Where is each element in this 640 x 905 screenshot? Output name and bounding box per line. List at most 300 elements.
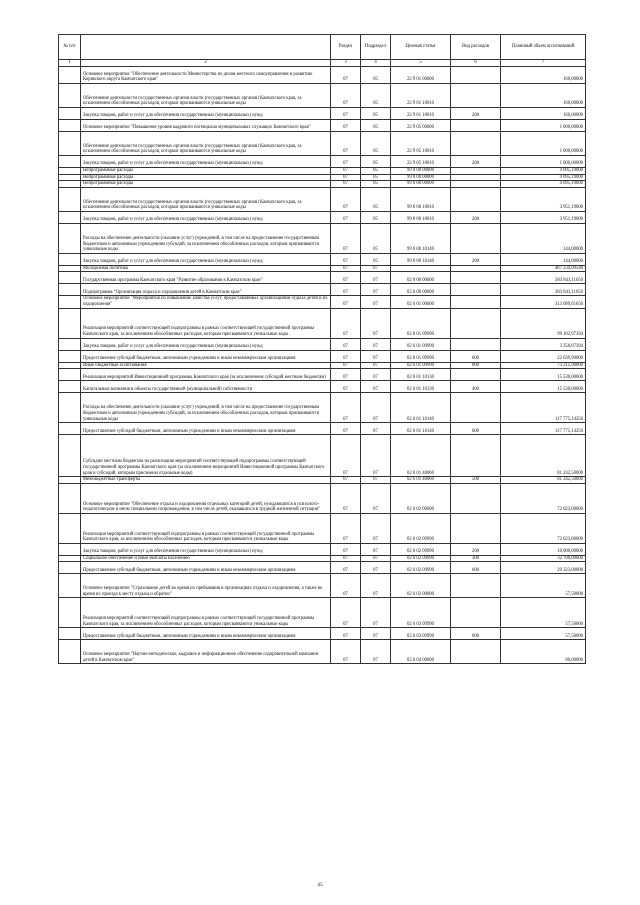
table-row: [59, 543, 586, 555]
expense-type-cell: [451, 181, 501, 188]
col-number: 4: [361, 60, 391, 67]
num-cell: [59, 598, 81, 628]
razdel-cell: 07: [331, 350, 361, 362]
table-row: [59, 350, 586, 362]
podrazdel-cell: 07: [361, 296, 391, 308]
target-cell: 02 6 01 09990: [391, 338, 451, 350]
header-target: Целевая статья: [391, 35, 451, 60]
name-cell: Иные бюджетные ассигнования: [81, 362, 331, 369]
table-row: [59, 362, 586, 369]
podrazdel-cell: 07: [361, 284, 391, 296]
razdel-cell: 07: [331, 598, 361, 628]
expense-type-cell: [451, 369, 501, 381]
table-row: [59, 477, 586, 484]
name-cell: Закупка товаров, работ и услуг для обеспечения государственных (муниципальных) нужд: [81, 338, 331, 350]
num-cell: [59, 574, 81, 598]
name-cell: Основное мероприятие "Обеспечение отдыха и оздоровления отдельных категорий детей, нуждающихся в психолого-педагогическом и ином специальном сопровождении, в том числе детей, оказавшихся в трудной жизненной ситуации": [81, 483, 331, 513]
expense-type-cell: [451, 338, 501, 350]
amount-cell: 57,50000: [501, 574, 586, 598]
amount-cell: 160,00000: [501, 84, 586, 108]
expense-type-cell: [451, 84, 501, 108]
expense-type-cell: [451, 272, 501, 284]
name-cell: Социальное обеспечение и иные выплаты населению: [81, 555, 331, 562]
podrazdel-cell: 05: [361, 223, 391, 253]
razdel-cell: 07: [331, 513, 361, 543]
table-row: [59, 284, 586, 296]
name-cell: Капитальные вложения в объекты государственной (муниципальной) собственности: [81, 381, 331, 393]
budget-table: [58, 34, 586, 664]
podrazdel-cell: 07: [361, 435, 391, 477]
amount-cell: 57,50000: [501, 628, 586, 640]
razdel-cell: 07: [331, 67, 361, 84]
num-cell: [59, 562, 81, 574]
name-cell: Основное мероприятие "Страхование детей во время их пребывания в организациях отдыха и оздоровления, а также во время их проезда к месту отдыха и обратно": [81, 574, 331, 598]
table-row: [59, 181, 586, 188]
table-row: [59, 562, 586, 574]
target-cell: 02 6 01 40060: [391, 477, 451, 484]
col-number: 1: [59, 60, 81, 67]
amount-cell: 57,50000: [501, 598, 586, 628]
name-cell: Предоставление субсидий бюджетным, автономным учреждениям и иным некоммерческим организациям: [81, 423, 331, 435]
podrazdel-cell: 05: [361, 174, 391, 181]
razdel-cell: 07: [331, 296, 361, 308]
name-cell: Непрограммные расходы: [81, 181, 331, 188]
amount-cell: 144,00000: [501, 253, 586, 265]
target-cell: 02 0 00 00000: [391, 272, 451, 284]
num-cell: [59, 381, 81, 393]
num-cell: [59, 284, 81, 296]
target-cell: 22 9 01 10010: [391, 108, 451, 120]
expense-type-cell: 600: [451, 350, 501, 362]
num-cell: [59, 628, 81, 640]
expense-type-cell: [451, 483, 501, 513]
razdel-cell: 07: [331, 381, 361, 393]
target-cell: 02 6 01 10140: [391, 393, 451, 423]
target-cell: 02 6 01 40060: [391, 435, 451, 477]
target-cell: 02 6 03 09990: [391, 598, 451, 628]
razdel-cell: 07: [331, 628, 361, 640]
name-cell: Обеспечение деятельности государственных органов власти (государственных органов) Камчатского края, за исключением обособленных расходов, которым присваиваются уникальные коды: [81, 132, 331, 156]
name-cell: Обеспечение деятельности государственных органов власти (государственных органов) Камчатского края, за исключением обособленных расходов, которым присваиваются уникальные коды: [81, 84, 331, 108]
expense-type-cell: 200: [451, 543, 501, 555]
col-number: 3: [331, 60, 361, 67]
podrazdel-cell: 07: [361, 640, 391, 664]
table-row: [59, 108, 586, 120]
num-cell: [59, 168, 81, 175]
razdel-cell: 07: [331, 265, 361, 272]
razdel-cell: 07: [331, 181, 361, 188]
name-cell: Основное мероприятие "Научно-методическое, кадровое и информационное обеспечение оздоровительной кампании детей в Камчатском крае": [81, 640, 331, 664]
num-cell: [59, 477, 81, 484]
amount-cell: 144,00000: [501, 223, 586, 253]
table-row: [59, 156, 586, 168]
expense-type-cell: 800: [451, 362, 501, 369]
num-cell: [59, 640, 81, 664]
amount-cell: 3 951,19000: [501, 211, 586, 223]
num-cell: [59, 84, 81, 108]
table-row: [59, 393, 586, 423]
num-cell: [59, 108, 81, 120]
expense-type-cell: [451, 187, 501, 211]
expense-type-cell: 600: [451, 628, 501, 640]
razdel-cell: 07: [331, 369, 361, 381]
expense-type-cell: [451, 132, 501, 156]
amount-cell: 4 095,19000: [501, 168, 586, 175]
name-cell: Основное мероприятие "Мероприятия по повышению качества услуг, предоставляемых организациями отдыха детей и их оздоровления": [81, 296, 331, 308]
expense-type-cell: 600: [451, 423, 501, 435]
expense-type-cell: [451, 598, 501, 628]
table-row: [59, 84, 586, 108]
razdel-cell: 07: [331, 253, 361, 265]
header-podrazdel: Подраздел: [361, 35, 391, 60]
razdel-cell: 07: [331, 423, 361, 435]
target-cell: 99 0 00 10010: [391, 187, 451, 211]
num-cell: [59, 132, 81, 156]
target-cell: 22 9 05 00000: [391, 120, 451, 132]
expense-type-cell: 500: [451, 477, 501, 484]
num-cell: [59, 555, 81, 562]
podrazdel-cell: 05: [361, 108, 391, 120]
table-row: [59, 574, 586, 598]
podrazdel-cell: 07: [361, 393, 391, 423]
target-cell: 22 9 05 10010: [391, 156, 451, 168]
amount-cell: 22 639,90000: [501, 350, 586, 362]
name-cell: Обеспечение деятельности государственных органов власти (государственных органов) Камчатского края, за исключением обособленных расходов, которым присваиваются уникальные коды: [81, 187, 331, 211]
table-row: [59, 120, 586, 132]
num-cell: [59, 362, 81, 369]
amount-cell: 4 095,19000: [501, 181, 586, 188]
amount-cell: 160,00000: [501, 108, 586, 120]
target-cell: [391, 265, 451, 272]
expense-type-cell: [451, 265, 501, 272]
num-cell: [59, 296, 81, 308]
razdel-cell: 07: [331, 156, 361, 168]
column-number-row: [59, 60, 586, 67]
name-cell: Закупка товаров, работ и услуг для обеспечения государственных (муниципальных) нужд: [81, 211, 331, 223]
amount-cell: 29 323,00000: [501, 562, 586, 574]
col-number: 7: [501, 60, 586, 67]
num-cell: [59, 369, 81, 381]
name-cell: Субсидии местным бюджетам на реализацию мероприятий соответствующей подпрограммы соответствующей государственной программы Камчатского края (за исключением мероприятий Инвестиционной программы Камчатского края и субсидий, которым присвоены отдельные коды): [81, 435, 331, 477]
expense-type-cell: [451, 513, 501, 543]
amount-cell: 99 102,97394: [501, 308, 586, 338]
podrazdel-cell: 07: [361, 555, 391, 562]
razdel-cell: 07: [331, 555, 361, 562]
razdel-cell: 07: [331, 187, 361, 211]
name-cell: Основное мероприятие "Повышение уровня кадрового потенциала муниципальных служащих Камчатского края": [81, 120, 331, 132]
expense-type-cell: [451, 120, 501, 132]
name-cell: Закупка товаров, работ и услуг для обеспечения государственных (муниципальных) нужд: [81, 108, 331, 120]
target-cell: 02 6 01 10130: [391, 381, 451, 393]
podrazdel-cell: 05: [361, 253, 391, 265]
amount-cell: 1 000,00000: [501, 120, 586, 132]
name-cell: Реализация мероприятий соответствующей подпрограммы в рамках соответствующей государственной программы Камчатского края, за исключением обособленных расходов, которым присваиваются уникальные коды: [81, 513, 331, 543]
podrazdel-cell: 07: [361, 338, 391, 350]
target-cell: 02 6 00 00000: [391, 284, 451, 296]
num-cell: [59, 513, 81, 543]
expense-type-cell: [451, 168, 501, 175]
num-cell: [59, 174, 81, 181]
table-body: [59, 67, 586, 664]
target-cell: 02 6 01 00000: [391, 296, 451, 308]
table-row: [59, 223, 586, 253]
table-row: [59, 381, 586, 393]
target-cell: 02 6 02 00000: [391, 483, 451, 513]
budget-table-sheet: [58, 34, 585, 664]
target-cell: 02 6 01 09990: [391, 362, 451, 369]
expense-type-cell: [451, 435, 501, 477]
amount-cell: 313 689,61650: [501, 296, 586, 308]
amount-cell: 81 242,50000: [501, 477, 586, 484]
num-cell: [59, 308, 81, 338]
amount-cell: 15 530,00000: [501, 369, 586, 381]
table-row: [59, 67, 586, 84]
num-cell: [59, 338, 81, 350]
podrazdel-cell: 07: [361, 369, 391, 381]
podrazdel-cell: 05: [361, 132, 391, 156]
amount-cell: 117 775,14256: [501, 423, 586, 435]
target-cell: 02 6 03 00000: [391, 574, 451, 598]
table-row: [59, 187, 586, 211]
num-cell: [59, 120, 81, 132]
target-cell: 02 6 04 00000: [391, 640, 451, 664]
num-cell: [59, 483, 81, 513]
table-row: [59, 435, 586, 477]
num-cell: [59, 435, 81, 477]
razdel-cell: 07: [331, 477, 361, 484]
name-cell: Непрограммные расходы: [81, 174, 331, 181]
target-cell: 99 0 00 10140: [391, 253, 451, 265]
amount-cell: 3 356,07394: [501, 338, 586, 350]
target-cell: 02 6 01 09990: [391, 308, 451, 338]
razdel-cell: 07: [331, 174, 361, 181]
num-cell: [59, 253, 81, 265]
name-cell: Закупка товаров, работ и услуг для обеспечения государственных (муниципальных) нужд: [81, 156, 331, 168]
num-cell: [59, 156, 81, 168]
podrazdel-cell: 05: [361, 156, 391, 168]
table-row: [59, 483, 586, 513]
table-row: [59, 423, 586, 435]
page-number: 45: [317, 882, 323, 888]
expense-type-cell: 300: [451, 555, 501, 562]
razdel-cell: 07: [331, 132, 361, 156]
amount-cell: 81 242,50000: [501, 435, 586, 477]
num-cell: [59, 223, 81, 253]
num-cell: [59, 423, 81, 435]
razdel-cell: 07: [331, 338, 361, 350]
target-cell: 02 6 03 09990: [391, 628, 451, 640]
podrazdel-cell: 05: [361, 211, 391, 223]
amount-cell: 15 530,00000: [501, 381, 586, 393]
amount-cell: 160,00000: [501, 67, 586, 84]
col-number: 6: [451, 60, 501, 67]
podrazdel-cell: 07: [361, 562, 391, 574]
podrazdel-cell: 05: [361, 120, 391, 132]
podrazdel-cell: 07: [361, 628, 391, 640]
table-row: [59, 168, 586, 175]
podrazdel-cell: 05: [361, 67, 391, 84]
amount-cell: 72 023,00000: [501, 483, 586, 513]
razdel-cell: 07: [331, 108, 361, 120]
name-cell: Закупка товаров, работ и услуг для обеспечения государственных (муниципальных) нужд: [81, 543, 331, 555]
target-cell: 99 0 00 10140: [391, 223, 451, 253]
expense-type-cell: 200: [451, 156, 501, 168]
podrazdel-cell: 07: [361, 350, 391, 362]
header-razdel: Раздел: [331, 35, 361, 60]
expense-type-cell: [451, 284, 501, 296]
amount-cell: 32 700,00000: [501, 555, 586, 562]
num-cell: [59, 181, 81, 188]
target-cell: 99 0 00 00000: [391, 174, 451, 181]
num-cell: [59, 67, 81, 84]
col-number: 2: [81, 60, 331, 67]
expense-type-cell: [451, 67, 501, 84]
name-cell: Предоставление субсидий бюджетным, автономным учреждениям и иным некоммерческим организациям: [81, 562, 331, 574]
num-cell: [59, 187, 81, 211]
name-cell: Реализация мероприятий соответствующей подпрограммы в рамках соответствующей государственной программы Камчатского края, за исключением обособленных расходов, которым присваиваются уникальные коды: [81, 308, 331, 338]
podrazdel-cell: 05: [361, 181, 391, 188]
amount-cell: 383 843,11650: [501, 272, 586, 284]
razdel-cell: 07: [331, 120, 361, 132]
razdel-cell: 07: [331, 284, 361, 296]
table-row: [59, 555, 586, 562]
expense-type-cell: [451, 223, 501, 253]
name-cell: Расходы на обеспечение деятельности (оказание услуг) учреждений, в том числе на предоставление государственным бюджетным и автономным учреждениям субсидий, за исключением обособленных расходов, которым присваиваются уникальные коды: [81, 393, 331, 423]
podrazdel-cell: 07: [361, 308, 391, 338]
podrazdel-cell: 07: [361, 477, 391, 484]
expense-type-cell: [451, 308, 501, 338]
header-name: [81, 35, 331, 60]
target-cell: 02 6 01 10130: [391, 369, 451, 381]
name-cell: Подпрограмма "Организация отдыха и оздоровления детей в Камчатском крае": [81, 284, 331, 296]
razdel-cell: 07: [331, 211, 361, 223]
target-cell: 99 0 00 10010: [391, 211, 451, 223]
razdel-cell: 07: [331, 272, 361, 284]
expense-type-cell: 200: [451, 108, 501, 120]
razdel-cell: 07: [331, 435, 361, 477]
razdel-cell: 07: [331, 308, 361, 338]
target-cell: 02 6 01 10140: [391, 423, 451, 435]
amount-cell: 1 000,00000: [501, 156, 586, 168]
target-cell: 22 9 05 10010: [391, 132, 451, 156]
podrazdel-cell: 07: [361, 574, 391, 598]
amount-cell: 117 775,14256: [501, 393, 586, 423]
table-row: [59, 369, 586, 381]
num-cell: [59, 272, 81, 284]
razdel-cell: 07: [331, 84, 361, 108]
table-row: [59, 628, 586, 640]
podrazdel-cell: 07: [361, 513, 391, 543]
expense-type-cell: [451, 174, 501, 181]
expense-type-cell: 200: [451, 253, 501, 265]
expense-type-cell: [451, 393, 501, 423]
name-cell: Молодежная политика: [81, 265, 331, 272]
table-row: [59, 338, 586, 350]
razdel-cell: 07: [331, 168, 361, 175]
podrazdel-cell: 07: [361, 381, 391, 393]
expense-type-cell: 600: [451, 562, 501, 574]
target-cell: 02 6 02 09990: [391, 513, 451, 543]
podrazdel-cell: 05: [361, 84, 391, 108]
header-amount: Плановый объем ассигнований: [501, 35, 586, 60]
razdel-cell: 07: [331, 223, 361, 253]
razdel-cell: 07: [331, 483, 361, 513]
podrazdel-cell: 07: [361, 362, 391, 369]
expense-type-cell: [451, 640, 501, 664]
expense-type-cell: 200: [451, 211, 501, 223]
podrazdel-cell: 07: [361, 543, 391, 555]
name-cell: Реализация мероприятий соответствующей подпрограммы в рамках соответствующей государственной программы Камчатского края, за исключением обособленных расходов, которым присваиваются уникальные коды: [81, 598, 331, 628]
num-cell: [59, 265, 81, 272]
name-cell: Межбюджетные трансферты: [81, 477, 331, 484]
target-cell: 02 6 01 09990: [391, 350, 451, 362]
expense-type-cell: 400: [451, 381, 501, 393]
name-cell: Расходы на обеспечение деятельности (оказание услуг) учреждений, в том числе на предоставление государственным бюджетным и автономным учреждениям субсидий, за исключением обособленных расходов, которым присваиваются уникальные коды: [81, 223, 331, 253]
table-row: [59, 211, 586, 223]
table-row: [59, 513, 586, 543]
amount-cell: 72 023,00000: [501, 513, 586, 543]
razdel-cell: 07: [331, 362, 361, 369]
amount-cell: 3 951,19000: [501, 187, 586, 211]
table-row: [59, 272, 586, 284]
amount-cell: 10 000,00000: [501, 543, 586, 555]
name-cell: Предоставление субсидий бюджетным, автономным учреждениям и иным некоммерческим организациям: [81, 628, 331, 640]
amount-cell: 4 095,19000: [501, 174, 586, 181]
table-row: [59, 296, 586, 308]
header-num: № п/п: [59, 35, 81, 60]
podrazdel-cell: 07: [361, 598, 391, 628]
table-row: [59, 265, 586, 272]
expense-type-cell: [451, 296, 501, 308]
target-cell: 02 6 02 09990: [391, 543, 451, 555]
podrazdel-cell: 07: [361, 423, 391, 435]
table-row: [59, 132, 586, 156]
name-cell: Непрограммные расходы: [81, 168, 331, 175]
razdel-cell: 07: [331, 393, 361, 423]
table-row: [59, 640, 586, 664]
target-cell: 22 9 01 10010: [391, 84, 451, 108]
razdel-cell: 07: [331, 562, 361, 574]
name-cell: Государственная программа Камчатского края "Развитие образования в Камчатском крае": [81, 272, 331, 284]
razdel-cell: 07: [331, 574, 361, 598]
amount-cell: 73 215,90000: [501, 362, 586, 369]
header-expense-type: Вид расходов: [451, 35, 501, 60]
target-cell: 22 9 01 00000: [391, 67, 451, 84]
target-cell: 02 6 02 09990: [391, 555, 451, 562]
num-cell: [59, 350, 81, 362]
num-cell: [59, 393, 81, 423]
name-cell: Реализация мероприятий Инвестиционной программы Камчатского края (за исключением субсидий местным бюджетам): [81, 369, 331, 381]
amount-cell: 383 843,11650: [501, 284, 586, 296]
target-cell: 02 6 02 09990: [391, 562, 451, 574]
amount-cell: 80,00000: [501, 640, 586, 664]
podrazdel-cell: 07: [361, 272, 391, 284]
table-row: [59, 253, 586, 265]
podrazdel-cell: 05: [361, 187, 391, 211]
amount-cell: 1 000,00000: [501, 132, 586, 156]
razdel-cell: 07: [331, 543, 361, 555]
podrazdel-cell: 07: [361, 483, 391, 513]
podrazdel-cell: 05: [361, 168, 391, 175]
table-row: [59, 174, 586, 181]
name-cell: Основное мероприятие "Обеспечение деятельности Министерства по делам местного самоуправления и развитию Корякского округа Камчатского края": [81, 67, 331, 84]
name-cell: Закупка товаров, работ и услуг для обеспечения государственных (муниципальных) нужд: [81, 253, 331, 265]
expense-type-cell: [451, 574, 501, 598]
num-cell: [59, 543, 81, 555]
razdel-cell: 07: [331, 640, 361, 664]
podrazdel-cell: 07: [361, 265, 391, 272]
col-number: 5: [391, 60, 451, 67]
